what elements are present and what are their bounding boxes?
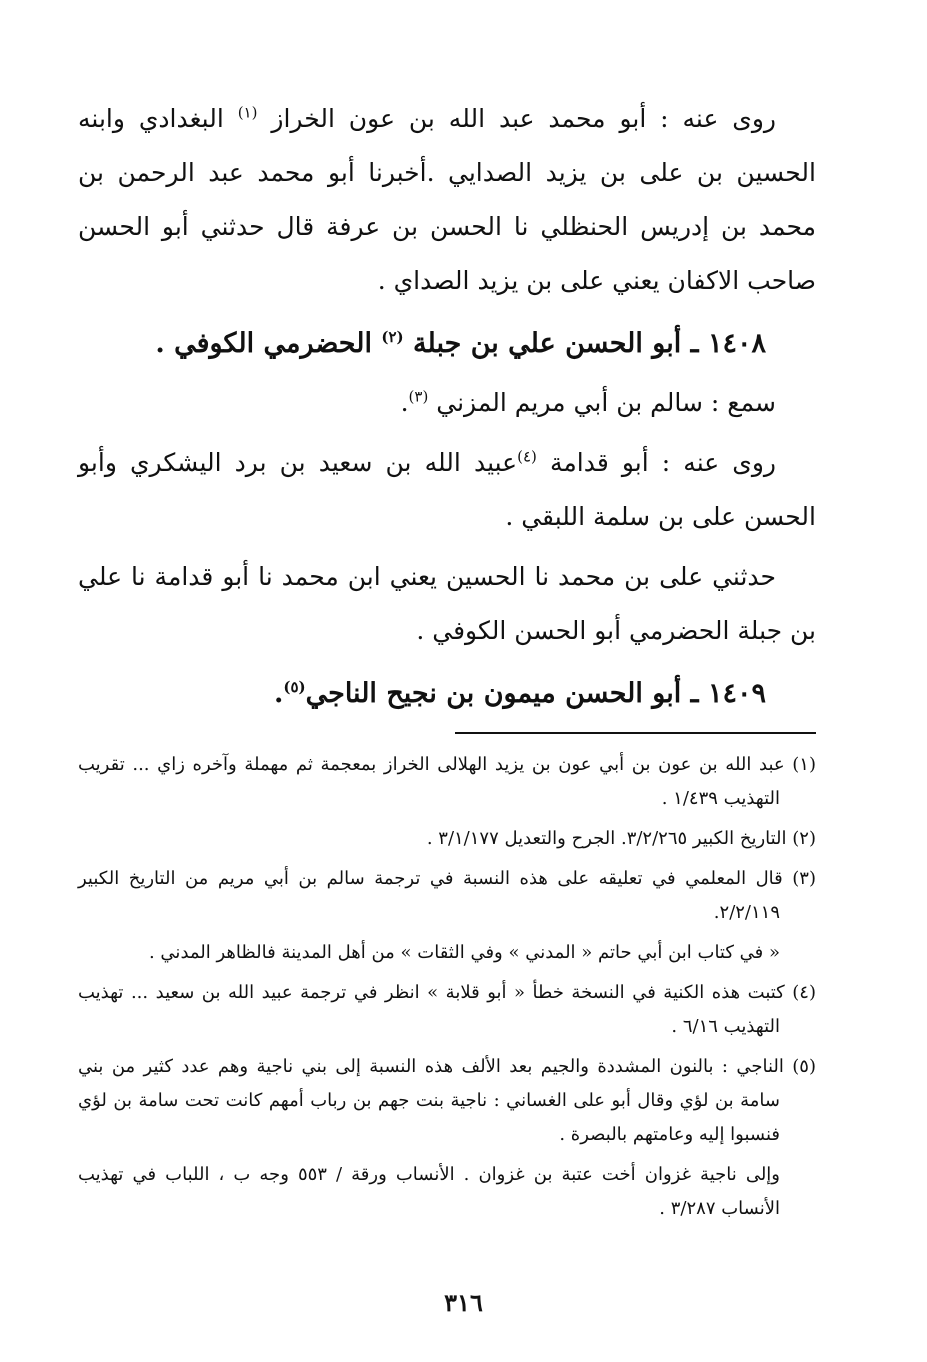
paragraph-text: عبيد الله بن سعيد بن برد اليشكري وأبو الحسن على بن سلمة اللبقي . — [78, 448, 816, 531]
paragraph-text: روى عنه : أبو محمد عبد الله بن عون الخراز — [257, 104, 776, 133]
paragraph-text: . — [400, 388, 409, 417]
footnote-ref-4: (٤) — [517, 447, 537, 466]
footnote-5: (٥) الناجي : بالنون المشددة والجيم بعد الألف هذه النسبة إلى بني ناجية وهم عدد كثير من بني سامة بن لؤي وقال أبو على الغساني : ناجية بنت جهم بن رباب أمهم كانت تحت سامة بن لؤي فنسبوا إليه وعامتهم بالبصرة . — [78, 1056, 816, 1145]
main-text — [78, 92, 816, 726]
entry-heading-text: الحضرمي الكوفي . — [155, 328, 382, 359]
footnote-2: (٢) التاريخ الكبير ٣/٢/٢٦٥. الجرح والتعديل ٣/١/١٧٧ . — [426, 828, 816, 849]
footnote-divider — [455, 732, 816, 734]
paragraph-narrators-2 — [78, 436, 816, 544]
paragraph-text: سمع : سالم بن أبي مريم المزني — [428, 388, 776, 417]
footnote-3: (٣) قال المعلمي في تعليقه على هذه النسبة في ترجمة سالم بن أبي مريم من التاريخ الكبير ٢/٢/١١٩. — [78, 868, 816, 923]
paragraph-text: روى عنه : أبو قدامة — [536, 448, 776, 477]
footnote-5-continuation: وإلى ناجية غزوان أخت عتبة بن غزوان . الأنساب ورقة / ٥٥٣ وجه ب ، اللباب في تهذيب الأنساب ٣/٢٨٧ . — [78, 1164, 780, 1219]
entry-heading-1409 — [78, 666, 816, 722]
footnote-4: (٤) كتبت هذه الكنية في النسخة خطأ « أبو قلابة » انظر في ترجمة عبيد الله بن سعيد ... تهذيب التهذيب ٦/١٦ . — [78, 982, 816, 1037]
paragraph-heard-from — [78, 376, 816, 430]
paragraph-isnad: حدثني على بن محمد نا الحسين يعني ابن محمد نا أبو قدامة نا علي بن جبلة الحضرمي أبو الحسن الكوفي . — [78, 562, 816, 645]
footnote-1: (١) عبد الله بن عون بن أبي عون بن يزيد الهلالى الخراز بمعجمة ثم مهملة وآخره زاي ... تقريب التهذيب ١/٤٣٩ . — [78, 754, 816, 809]
footnote-ref-5: (٥) — [283, 678, 306, 696]
footnote-3-continuation: « في كتاب ابن أبي حاتم « المدني » وفي الثقات » من أهل المدينة فالظاهر المدني . — [148, 942, 780, 963]
entry-heading-text: . — [273, 678, 284, 709]
paragraph-narrators-1 — [78, 92, 816, 308]
paragraph-text: البغدادي وابنه الحسين بن على بن يزيد الصدايي .أخبرنا أبو محمد عبد الرحمن بن محمد بن إدريس الحنظلي نا الحسن بن عرفة قال حدثني أبو الحسن صاحب الاكفان يعني على بن يزيد الصداي . — [78, 104, 816, 295]
footnotes — [78, 748, 816, 1232]
page-number: ٣١٦ — [444, 1288, 483, 1317]
footnote-ref-3: (٣) — [408, 387, 429, 406]
entry-heading-text: ١٤٠٨ ـ أبو الحسن علي بن جبلة — [403, 328, 766, 359]
footnote-ref-2: (٢) — [381, 328, 404, 346]
entry-heading-1408 — [78, 316, 816, 372]
footnote-ref-1: (١) — [237, 103, 258, 122]
entry-heading-text: ١٤٠٩ ـ أبو الحسن ميمون بن نجيح الناجي — [305, 678, 766, 709]
